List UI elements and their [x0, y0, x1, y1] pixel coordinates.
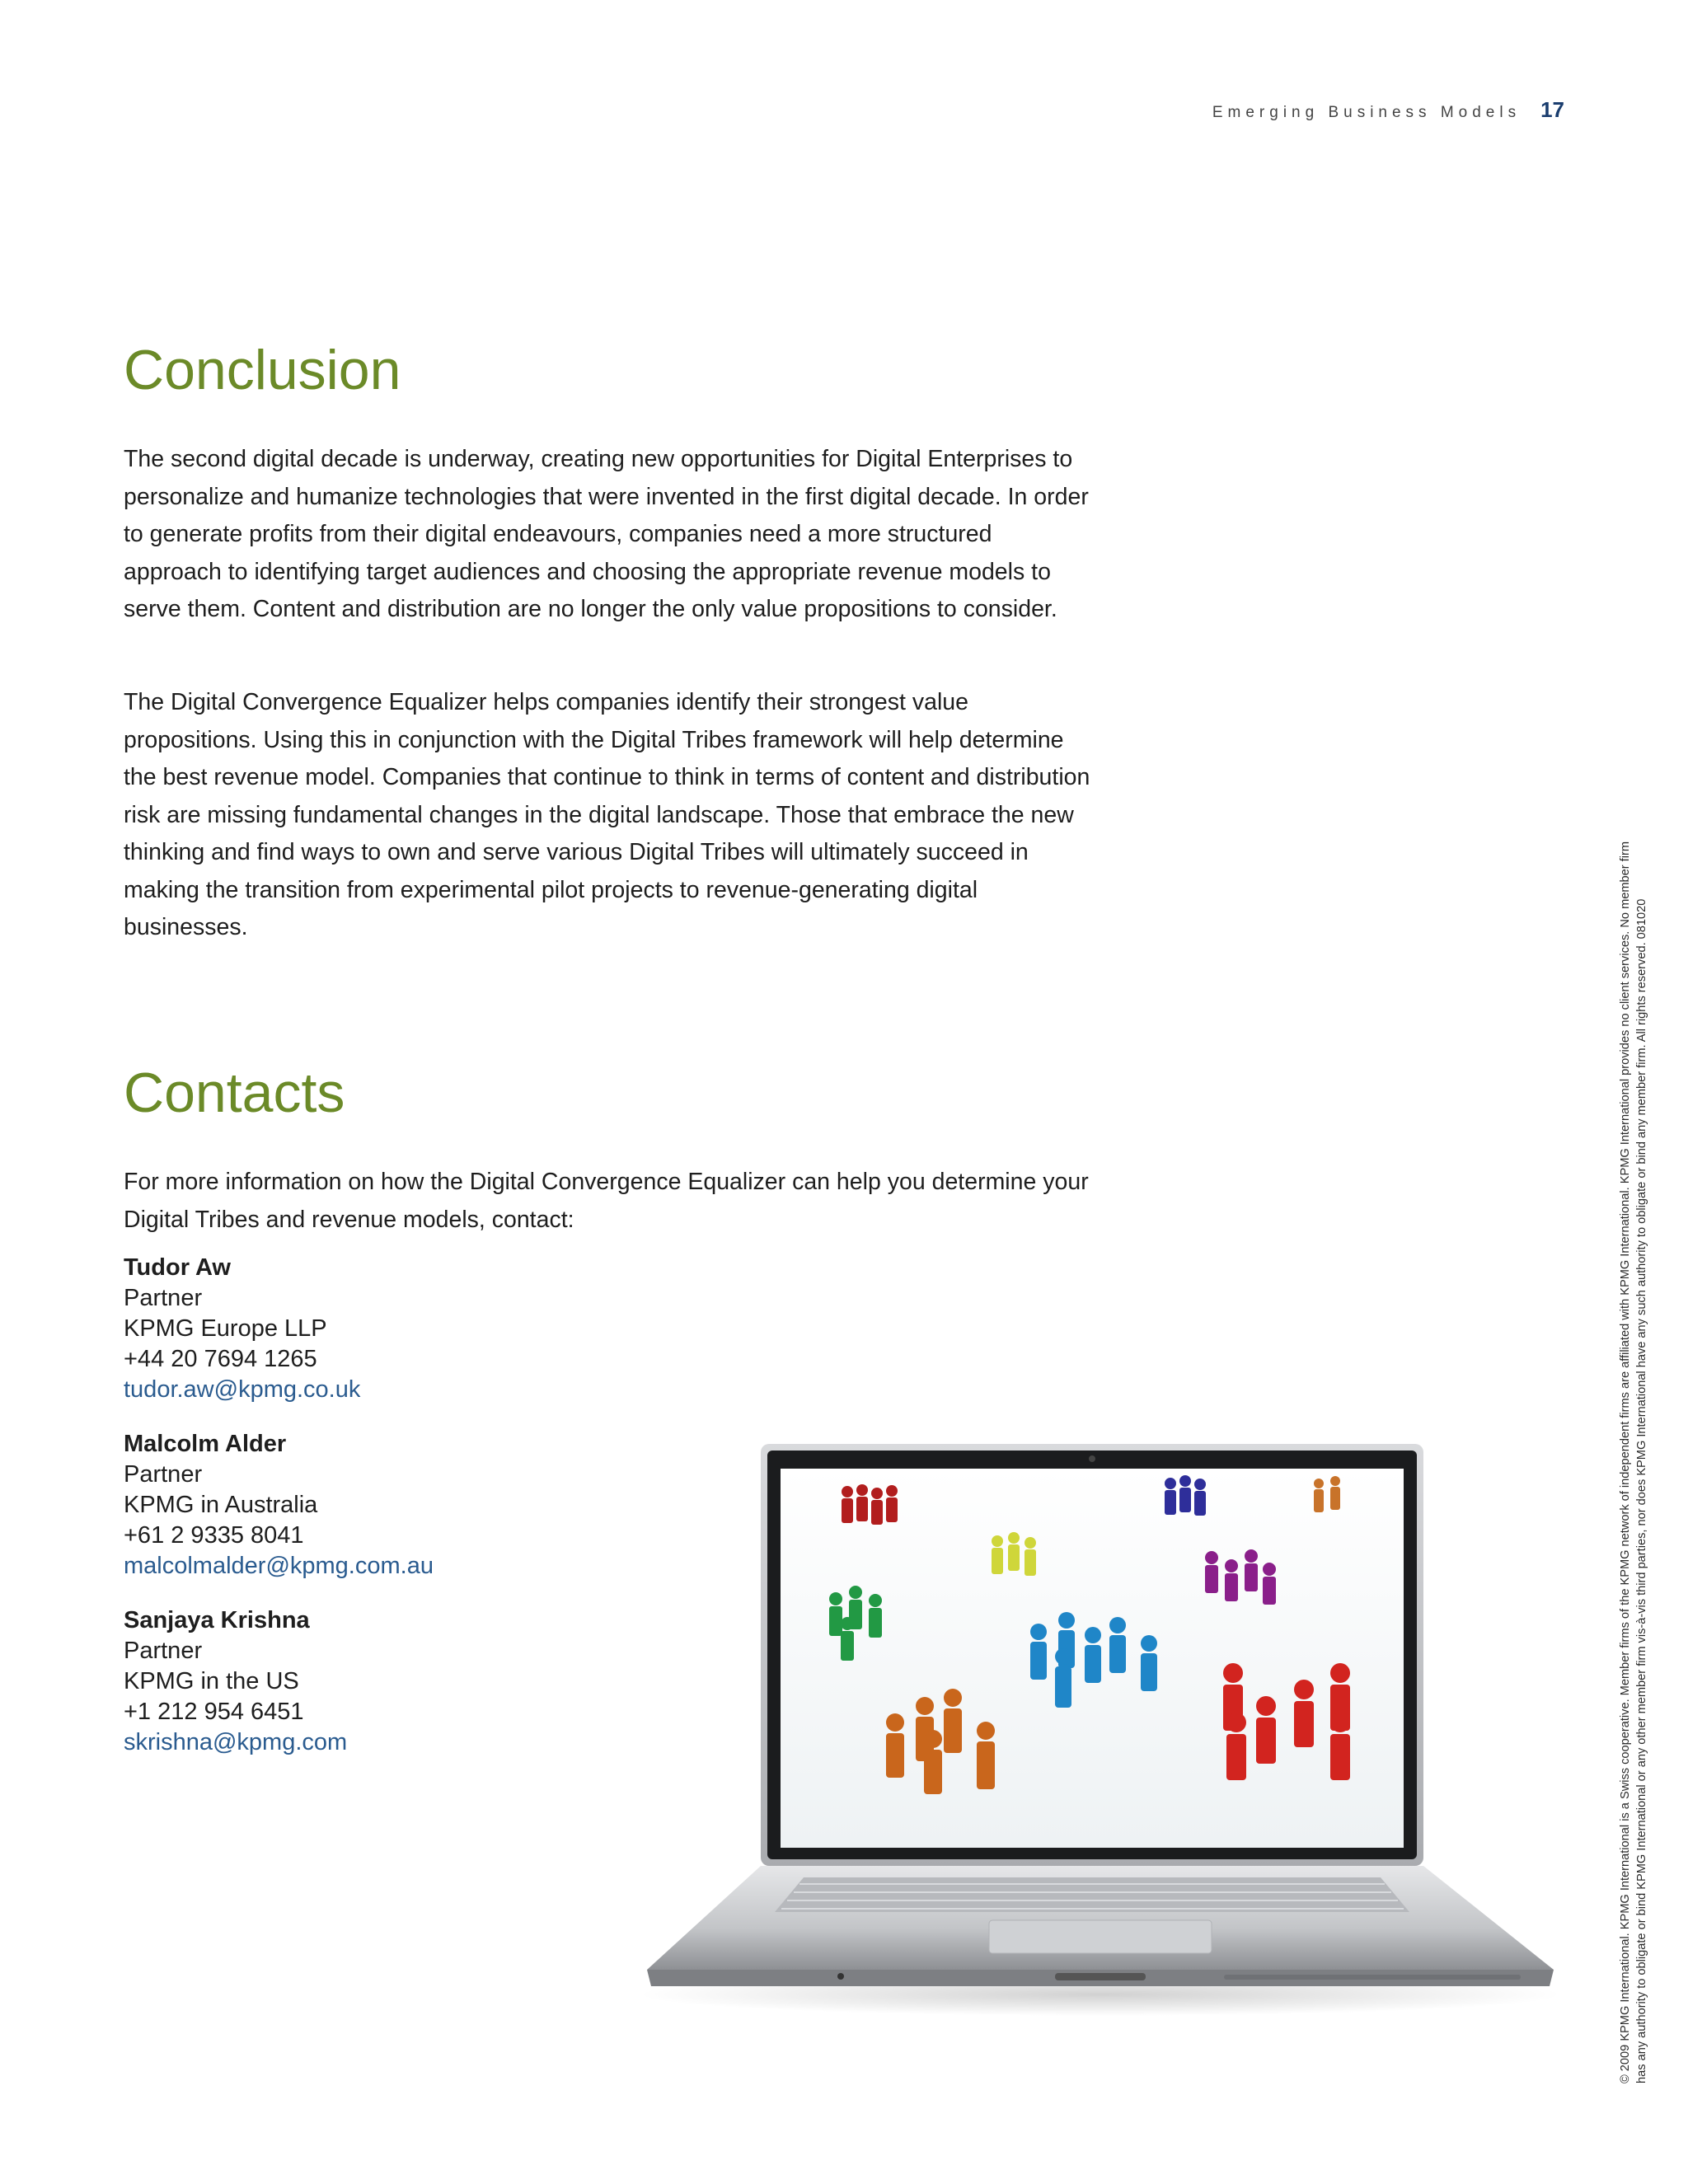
- contact-phone: +61 2 9335 8041: [124, 1522, 304, 1549]
- contact-phone: +44 20 7694 1265: [124, 1346, 317, 1372]
- contact-title: Partner: [124, 1461, 203, 1488]
- conclusion-heading: Conclusion: [124, 339, 401, 401]
- legal-notice-text: [1617, 625, 1650, 2083]
- legal-line-2: has any authority to obligate or bind KPMG International or any other member firm vis-à-vis third parties, nor does KPMG International have any such authority to obligate or bind any member firm. All rights reserved. 081020: [1635, 898, 1648, 2083]
- contact-title: Partner: [124, 1638, 203, 1664]
- tribe-yellow-icon: [992, 1532, 1036, 1576]
- contact-firm: KPMG Europe LLP: [124, 1315, 327, 1342]
- legal-notice: [1617, 625, 1655, 2083]
- contact-title: Partner: [124, 1285, 203, 1311]
- base-slot: [1224, 1975, 1521, 1980]
- trackpad: [989, 1920, 1212, 1953]
- latch: [1055, 1973, 1146, 1980]
- keyboard: [775, 1877, 1409, 1912]
- page-number: 17: [1540, 97, 1564, 122]
- contact-email-link[interactable]: skrishna@kpmg.com: [124, 1729, 348, 1755]
- contact-name: Malcolm Alder: [124, 1431, 287, 1457]
- running-header: [1212, 97, 1564, 123]
- legal-line-1: © 2009 KPMG International. KPMG International is a Swiss cooperative. Member firms of the KPMG network of independent firms are affiliated with KPMG International. KPMG International provides no client services. No member firm: [1619, 841, 1632, 2083]
- contact-email-link[interactable]: tudor.aw@kpmg.co.uk: [124, 1376, 361, 1403]
- contact-card: [124, 1605, 347, 1758]
- indicator-light-icon: [837, 1973, 844, 1980]
- contact-name: Tudor Aw: [124, 1254, 231, 1281]
- contact-card: [124, 1429, 434, 1582]
- tribe-navy-icon: [1165, 1475, 1206, 1516]
- contact-email-link[interactable]: malcolmalder@kpmg.com.au: [124, 1553, 434, 1579]
- contact-name: Sanjaya Krishna: [124, 1607, 310, 1633]
- contact-card: [124, 1253, 360, 1405]
- contact-firm: KPMG in Australia: [124, 1492, 318, 1518]
- conclusion-paragraph-2: The Digital Convergence Equalizer helps companies identify their strongest value propositions. Using this in conjunction with the Digital Tribes framework will help determine the best revenue model. Companies that continue to think in terms of content and distribution risk are missing fundamental changes in the digital landscape. Those that embrace the new thinking and find ways to own and serve various Digital Tribes will ultimately succeed in making the transition from experimental pilot projects to revenue-generating digital businesses.: [124, 689, 1090, 940]
- conclusion-paragraph-1: The second digital decade is underway, creating new opportunities for Digital Enterprises to personalize and humanize technologies that were invented in the first digital decade. In order to generate profits from their digital endeavours, companies need a more structured approach to identifying target audiences and choosing the appropriate revenue models to serve them. Content and distribution are no longer the only value propositions to consider.: [124, 446, 1089, 622]
- contacts-heading: Contacts: [124, 1062, 345, 1124]
- contact-firm: KPMG in the US: [124, 1668, 299, 1694]
- header-title: Emerging Business Models: [1212, 104, 1522, 121]
- contact-phone: +1 212 954 6451: [124, 1699, 304, 1725]
- laptop-illustration: [643, 1426, 1558, 2019]
- contacts-intro: For more information on how the Digital Convergence Equalizer can help you determine your Digital Tribes and revenue models, contact:: [124, 1169, 1089, 1233]
- camera-icon: [1089, 1455, 1095, 1462]
